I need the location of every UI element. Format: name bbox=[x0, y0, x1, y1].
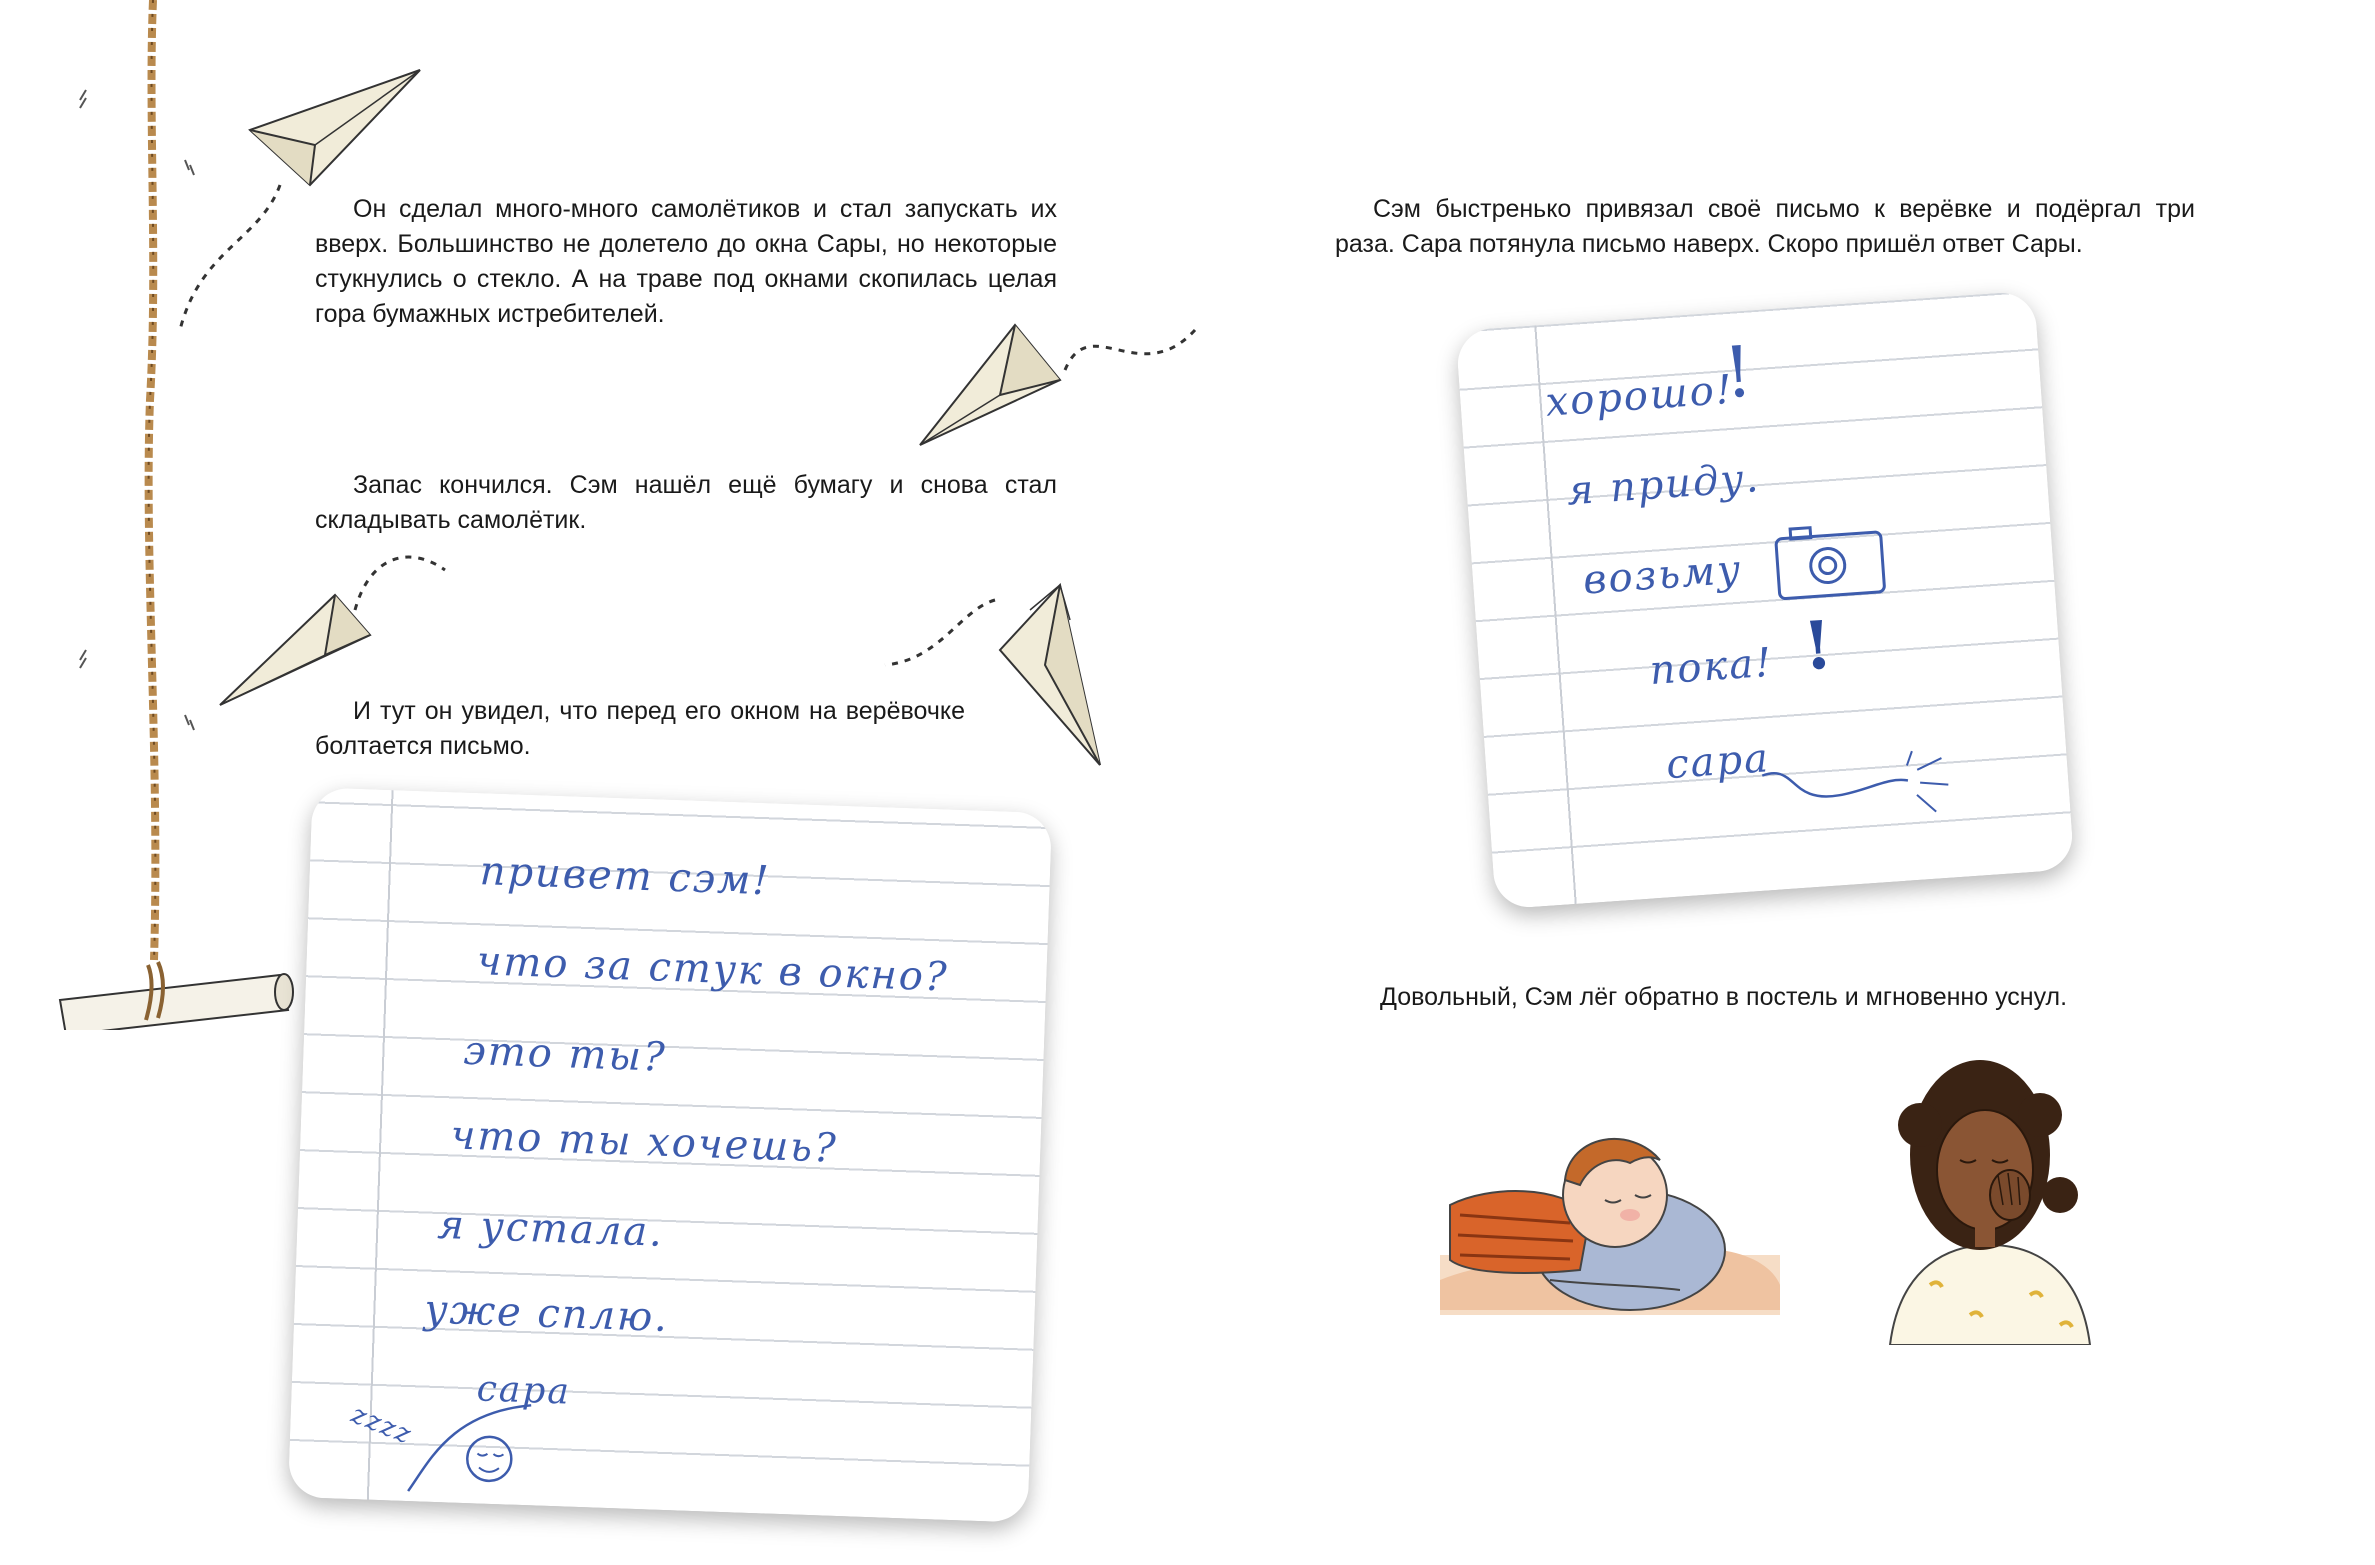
story-paragraph bbox=[1380, 980, 2240, 1015]
letter-line: я приду. bbox=[1565, 455, 1762, 515]
story-paragraph bbox=[1335, 192, 2195, 262]
story-paragraph bbox=[315, 468, 1057, 538]
letter-line: уже сплю. bbox=[423, 1286, 670, 1342]
signature-flourish bbox=[1756, 742, 1962, 846]
story-paragraph bbox=[315, 192, 1057, 332]
letter-signature: сара bbox=[1664, 735, 1772, 789]
paper-plane-icon bbox=[240, 65, 430, 195]
paper-plane-icon bbox=[990, 580, 1110, 770]
flight-trail bbox=[1060, 320, 1200, 390]
sam-sleeping-illustration bbox=[1430, 1085, 1790, 1335]
letter-signature: сара bbox=[476, 1368, 572, 1413]
paragraph-text: Сэм быстренько привязал своё письмо к верёвке и подёргал три раза. Сара потянула письмо наверх. Скоро пришёл ответ Сары. bbox=[1335, 195, 2195, 258]
story-paragraph bbox=[315, 694, 965, 764]
letter-line: возьму bbox=[1581, 546, 1744, 604]
flight-trail bbox=[170, 180, 290, 340]
letter-line: пока! bbox=[1648, 639, 1775, 695]
camera-icon bbox=[1770, 516, 1896, 609]
sara-yawning-illustration bbox=[1860, 1045, 2120, 1345]
letter-exclaim: ! bbox=[1721, 330, 1758, 415]
letter-from-sara bbox=[288, 787, 1052, 1522]
letter-line: я устала. bbox=[436, 1201, 665, 1256]
letter-line: привет сэм! bbox=[478, 848, 772, 905]
paragraph-text: Он сделал много-много самолётиков и стал запускать их вверх. Большинство не долетело до окна Сары, но некоторые стукнулись о стекло. А на траве под окнами скопилась целая гора бумажных истребителей. bbox=[315, 195, 1057, 328]
paper-plane-icon bbox=[915, 320, 1065, 450]
flight-trail bbox=[880, 590, 1000, 670]
letter-exclaim: ! bbox=[1800, 605, 1837, 686]
letter-line: что за стук в окно? bbox=[475, 938, 950, 1001]
rolled-letter-icon bbox=[60, 962, 293, 1030]
letter-line: хорошо! bbox=[1544, 366, 1736, 426]
letter-line: что ты хочешь? bbox=[449, 1112, 839, 1172]
paragraph-text: Запас кончился. Сэм нашёл ещё бумагу и снова стал складывать самолётик. bbox=[315, 471, 1057, 534]
paragraph-text: И тут он увидел, что перед его окном на верёвочке болтается письмо. bbox=[315, 697, 965, 760]
paragraph-text: Довольный, Сэм лёг обратно в постель и мгновенно уснул. bbox=[1380, 983, 2068, 1011]
letter-reply-from-sara bbox=[1455, 290, 2074, 909]
sleepy-face-doodle bbox=[368, 1380, 572, 1507]
sleep-doodle: zzzz bbox=[347, 1399, 417, 1451]
letter-line: это ты? bbox=[462, 1027, 668, 1081]
flight-trail bbox=[350, 545, 450, 615]
